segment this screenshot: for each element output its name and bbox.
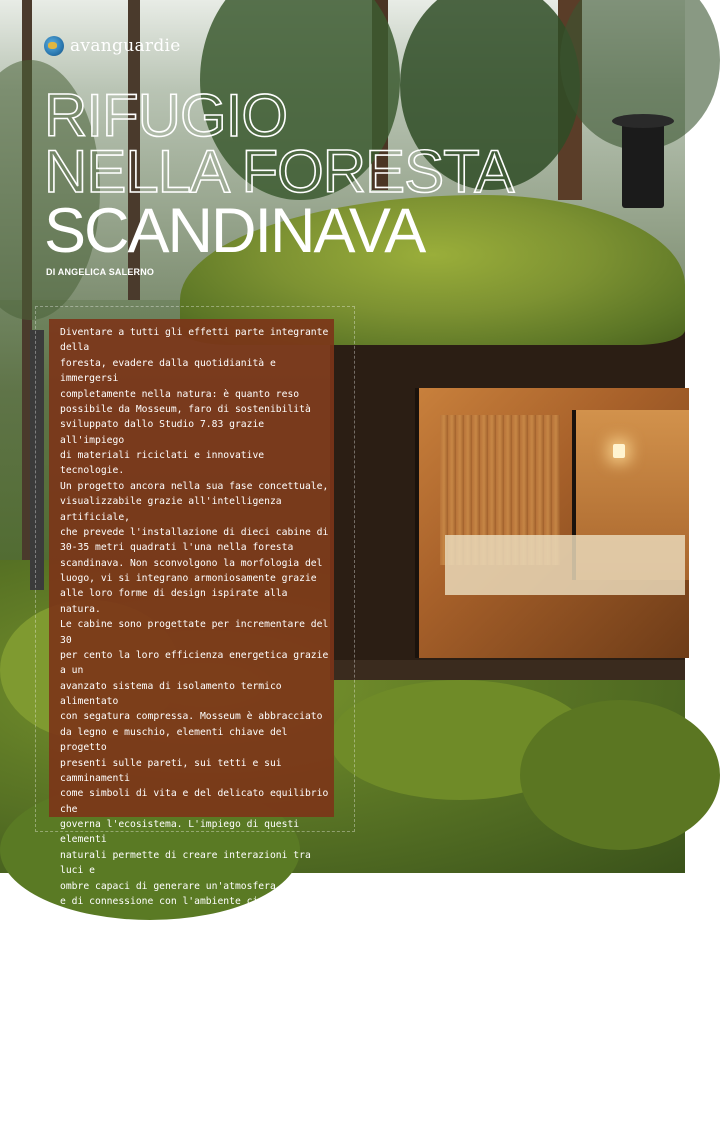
title-line-1: RIFUGIO (44, 82, 287, 149)
wall-lamp (613, 444, 625, 458)
body-line: che prevede l'installazione di dieci cabine di (60, 526, 329, 538)
title-line-3: SCANDINAVA (44, 196, 425, 266)
body-line: ombre capaci di generare un'atmosfera ipnotica (60, 880, 329, 892)
body-line: organicamente, creando un'oasi di pace e relax (60, 1049, 329, 1061)
body-line: come simboli di vita e del delicato equilibrio che (60, 788, 329, 815)
body-line: Un progetto ancora nella sua fase concettuale, (60, 480, 329, 492)
body-line: completamente nella natura: è quanto reso (60, 388, 300, 400)
cabin-deck (330, 660, 685, 680)
body-line: visualizzabile grazie all'intelligenza artificiale, (60, 496, 282, 523)
body-line: e di connessione con l'ambiente circostante. Le (60, 895, 317, 923)
byline: DI ANGELICA SALERNO (46, 267, 155, 277)
body-line: scandinava. Non sconvolgono la morfologia del (60, 557, 323, 569)
body-line: luogo, vi si integrano armoniosamente grazie (60, 573, 317, 584)
body-line: Diventare a tutti gli effetti parte integrante della (60, 327, 329, 354)
body-line: per cento la loro efficienza energetica grazie a un (60, 649, 329, 677)
body-line: ed esterni procurando benessere per gli ospiti. (60, 942, 288, 969)
chimney (622, 120, 664, 208)
globe-icon (44, 36, 64, 56)
body-line: ampie vetrate panoramiche connettono interni (60, 926, 317, 938)
moss-mound (520, 700, 720, 850)
chimney-cap (612, 114, 674, 128)
body-line: 30-35 metri quadrati l'una nella foresta (60, 542, 294, 554)
body-line: alle loro forme di design ispirate alla natura. (60, 588, 288, 615)
article-title (44, 82, 514, 266)
body-line: governa l'ecosistema. L'impiego di questi elementi (60, 819, 300, 846)
article-body (60, 325, 330, 1125)
body-line: foresta, evadere dalla quotidianità e immergersi (60, 357, 276, 385)
body-line: naturali permette di creare interazioni tra luci e (60, 849, 311, 877)
bed (445, 535, 685, 595)
body-line: e installazioni artistiche –, modelli architettonici (60, 1003, 276, 1030)
body-line: avanzato sistema di isolamento termico alimentato (60, 680, 282, 707)
body-line: presenti sulle pareti, sui tetti e sui camminamenti (60, 757, 282, 784)
section-label (44, 36, 181, 56)
body-line: della complessità del mondo naturale. (60, 1095, 276, 1107)
wooden-pole (30, 330, 44, 590)
body-line: con segatura compressa. Mosseum è abbracciato (60, 711, 323, 723)
title-line-2: NELLA FORESTA (44, 138, 514, 205)
body-line: moderni e forme naturali si integrano (60, 1034, 276, 1046)
body-line: possibile da Mosseum, faro di sostenibilità (60, 403, 311, 415)
instagram-link[interactable]: http://instagram.com/studio7.83 (60, 1111, 241, 1123)
body-line: di materiali riciclati e innovative tecnologie. (60, 450, 265, 477)
body-line: da legno e muschio, elementi chiave del progetto (60, 726, 288, 754)
body-line: Le cabine sono progettate per incrementare del 30 (60, 619, 329, 646)
body-line: In tutto lo spazio – anche negli interni su mobili (60, 972, 311, 1000)
body-line: che celebra la bellezza della semplicità e, insieme, (60, 1065, 311, 1092)
body-line: sviluppato dallo Studio 7.83 grazie all'impiego (60, 419, 265, 446)
section-label-text: avanguardie (70, 36, 181, 56)
